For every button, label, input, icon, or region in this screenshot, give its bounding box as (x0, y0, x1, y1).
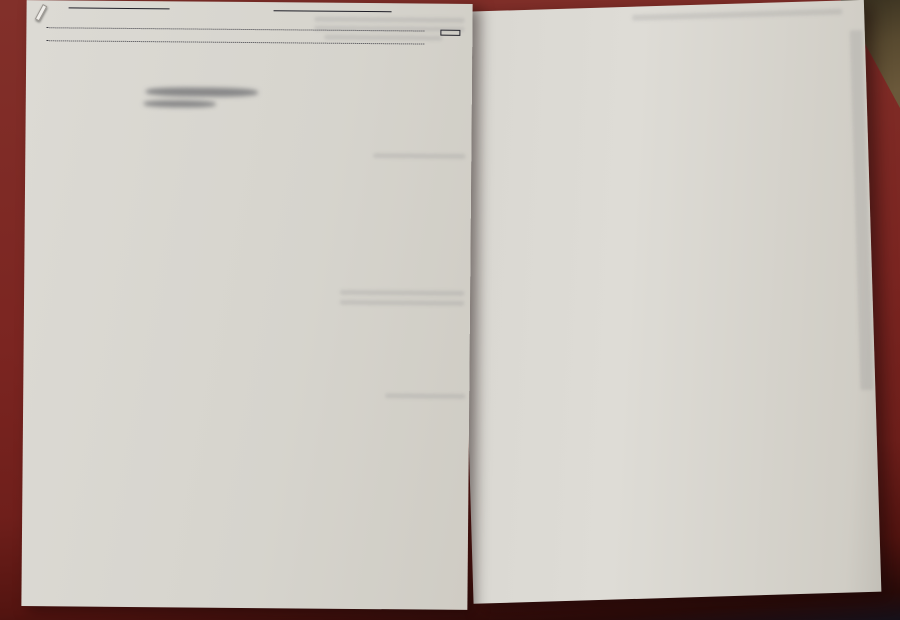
ink-bleed (324, 35, 442, 41)
ink-bleed (373, 153, 465, 159)
divider (69, 7, 170, 9)
divider (273, 10, 391, 12)
ink-bleed (340, 300, 464, 306)
exam-page-2 (456, 0, 881, 604)
official-exam-label (41, 10, 198, 11)
page-count-note (41, 10, 198, 11)
ink-bleed (385, 393, 465, 399)
exam-header (41, 6, 461, 14)
exam-page-1 (21, 0, 472, 610)
ink-bleed (632, 9, 842, 21)
ink-bleed (850, 30, 874, 390)
ink-bleed (340, 290, 464, 296)
redacted-handwriting (146, 87, 258, 97)
redacted-handwriting (144, 100, 216, 108)
exam-title (204, 8, 461, 10)
